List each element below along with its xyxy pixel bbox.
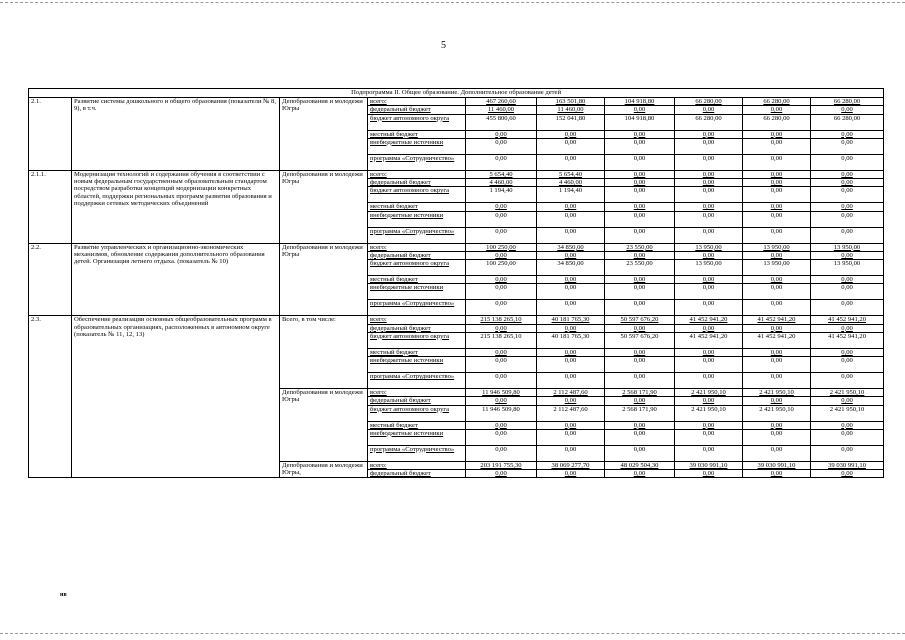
amount-cell: 0,00 <box>743 429 811 445</box>
amount-cell: 0,00 <box>537 397 605 405</box>
amount-cell: 0,00 <box>811 421 884 429</box>
amount-cell: 0,00 <box>811 203 884 211</box>
amount-cell: 215 138 265,10 <box>466 316 537 324</box>
amount-cell: 0,00 <box>605 284 675 300</box>
amount-cell: 0,00 <box>743 470 811 478</box>
amount-cell: 0,00 <box>537 203 605 211</box>
item-name: Модернизация технологий и содержания обучения в соответствии с новым федеральным государственным образовательным стандартом посредством разработки концепций модернизации конкретных областей, поддержки региональных программ развития образования и поддержки сетевых методических объединений <box>72 170 280 243</box>
funding-source: федеральный бюджет <box>368 251 466 259</box>
amount-cell: 0,00 <box>675 445 743 461</box>
amount-cell: 13 950,00 <box>743 260 811 276</box>
budget-table <box>28 88 884 478</box>
amount-cell: 0,00 <box>743 154 811 170</box>
amount-cell: 0,00 <box>675 154 743 170</box>
amount-cell: 0,00 <box>811 106 884 114</box>
amount-cell: 0,00 <box>537 154 605 170</box>
funding-source: программа «Сотрудничество» <box>368 227 466 243</box>
amount-cell: 0,00 <box>466 276 537 284</box>
executor-cell: Депобразования и молодежи Югры <box>280 389 368 462</box>
amount-cell: 0,00 <box>605 154 675 170</box>
amount-cell: 66 280,00 <box>675 114 743 130</box>
amount-cell: 66 280,00 <box>811 98 884 106</box>
funding-source: местный бюджет <box>368 421 466 429</box>
amount-cell: 0,00 <box>605 211 675 227</box>
amount-cell: 0,00 <box>537 470 605 478</box>
funding-source: бюджет автономного округа <box>368 405 466 421</box>
scan-bottom-edge <box>0 633 905 634</box>
amount-cell: 1 194,40 <box>537 187 605 203</box>
funding-source: программа «Сотрудничество» <box>368 300 466 316</box>
table-row <box>29 316 884 324</box>
amount-cell: 0,00 <box>605 203 675 211</box>
amount-cell: 0,00 <box>675 276 743 284</box>
funding-source: местный бюджет <box>368 348 466 356</box>
executor-cell: Депобразования и молодежи Югры <box>280 98 368 171</box>
amount-cell: 50 597 676,20 <box>605 332 675 348</box>
amount-cell: 39 030 991,10 <box>811 461 884 469</box>
scan-top-edge <box>0 2 905 3</box>
amount-cell: 23 550,00 <box>605 260 675 276</box>
funding-source: федеральный бюджет <box>368 324 466 332</box>
amount-cell: 0,00 <box>537 276 605 284</box>
amount-cell: 0,00 <box>537 348 605 356</box>
amount-cell: 0,00 <box>675 170 743 178</box>
amount-cell: 0,00 <box>675 179 743 187</box>
amount-cell: 0,00 <box>743 348 811 356</box>
amount-cell: 66 280,00 <box>743 114 811 130</box>
item-name: Развитие управленческих и организационно-экономических механизмов, обновление содержания дополнительного образования детей. Организация летнего отдыха. (показатель № 10) <box>72 243 280 316</box>
amount-cell: 0,00 <box>605 187 675 203</box>
amount-cell: 0,00 <box>675 187 743 203</box>
amount-cell: 13 950,00 <box>675 260 743 276</box>
amount-cell: 0,00 <box>466 130 537 138</box>
amount-cell: 0,00 <box>605 179 675 187</box>
amount-cell: 50 597 676,20 <box>605 316 675 324</box>
amount-cell: 0,00 <box>811 130 884 138</box>
funding-source: внебюджетные источники <box>368 284 466 300</box>
amount-cell: 0,00 <box>675 324 743 332</box>
amount-cell: 4 460,00 <box>537 179 605 187</box>
amount-cell: 0,00 <box>743 138 811 154</box>
funding-source: бюджет автономного округа <box>368 332 466 348</box>
amount-cell: 13 950,00 <box>811 243 884 251</box>
amount-cell: 66 280,00 <box>675 98 743 106</box>
amount-cell: 0,00 <box>605 445 675 461</box>
amount-cell: 0,00 <box>466 138 537 154</box>
amount-cell: 0,00 <box>743 397 811 405</box>
amount-cell: 0,00 <box>743 276 811 284</box>
funding-source: внебюджетные источники <box>368 211 466 227</box>
table-row <box>29 170 884 178</box>
amount-cell: 0,00 <box>743 300 811 316</box>
amount-cell: 0,00 <box>466 348 537 356</box>
amount-cell: 0,00 <box>537 445 605 461</box>
amount-cell: 0,00 <box>537 373 605 389</box>
funding-source: программа «Сотрудничество» <box>368 445 466 461</box>
amount-cell: 41 452 941,20 <box>811 316 884 324</box>
amount-cell: 0,00 <box>537 357 605 373</box>
amount-cell: 0,00 <box>605 470 675 478</box>
amount-cell: 2 421 950,10 <box>675 389 743 397</box>
amount-cell: 39 030 991,10 <box>743 461 811 469</box>
amount-cell: 13 950,00 <box>675 243 743 251</box>
amount-cell: 0,00 <box>811 300 884 316</box>
amount-cell: 0,00 <box>811 348 884 356</box>
amount-cell: 0,00 <box>675 300 743 316</box>
amount-cell: 0,00 <box>605 251 675 259</box>
amount-cell: 100 250,00 <box>466 243 537 251</box>
funding-source: всего: <box>368 389 466 397</box>
amount-cell: 0,00 <box>675 106 743 114</box>
amount-cell: 41 452 941,20 <box>743 316 811 324</box>
amount-cell: 467 260,60 <box>466 98 537 106</box>
amount-cell: 11 460,00 <box>466 106 537 114</box>
amount-cell: 0,00 <box>466 470 537 478</box>
amount-cell: 0,00 <box>537 421 605 429</box>
amount-cell: 2 112 487,60 <box>537 405 605 421</box>
amount-cell: 0,00 <box>605 373 675 389</box>
amount-cell: 13 950,00 <box>743 243 811 251</box>
amount-cell: 0,00 <box>466 357 537 373</box>
executor-cell: Депобразования и молодежи Югры, <box>280 461 368 478</box>
item-number: 2.3. <box>29 316 72 478</box>
amount-cell: 40 181 765,30 <box>537 332 605 348</box>
funding-source: всего: <box>368 170 466 178</box>
amount-cell: 34 850,00 <box>537 243 605 251</box>
amount-cell: 0,00 <box>743 227 811 243</box>
amount-cell: 0,00 <box>743 130 811 138</box>
amount-cell: 23 550,00 <box>605 243 675 251</box>
amount-cell: 11 946 509,80 <box>466 389 537 397</box>
executor-cell: Депобразования и молодежи Югры <box>280 170 368 243</box>
amount-cell: 0,00 <box>605 106 675 114</box>
executor-cell: Всего, в том числе: <box>280 316 368 389</box>
amount-cell: 66 280,00 <box>811 114 884 130</box>
amount-cell: 0,00 <box>811 445 884 461</box>
amount-cell: 163 501,80 <box>537 98 605 106</box>
amount-cell: 38 069 277,70 <box>537 461 605 469</box>
funding-source: местный бюджет <box>368 203 466 211</box>
amount-cell: 0,00 <box>675 470 743 478</box>
subprogram-title: Подпрограмма II. Общее образование. Дополнительное образование детей <box>29 89 884 98</box>
amount-cell: 0,00 <box>537 284 605 300</box>
amount-cell: 0,00 <box>743 211 811 227</box>
amount-cell: 0,00 <box>675 397 743 405</box>
amount-cell: 0,00 <box>605 421 675 429</box>
amount-cell: 0,00 <box>466 284 537 300</box>
amount-cell: 5 654,40 <box>537 170 605 178</box>
funding-source: федеральный бюджет <box>368 179 466 187</box>
amount-cell: 0,00 <box>675 357 743 373</box>
amount-cell: 0,00 <box>675 429 743 445</box>
amount-cell: 0,00 <box>537 227 605 243</box>
amount-cell: 0,00 <box>675 284 743 300</box>
amount-cell: 0,00 <box>675 130 743 138</box>
amount-cell: 0,00 <box>605 348 675 356</box>
amount-cell: 0,00 <box>743 421 811 429</box>
amount-cell: 2 421 950,10 <box>811 389 884 397</box>
amount-cell: 152 041,80 <box>537 114 605 130</box>
amount-cell: 0,00 <box>811 154 884 170</box>
page-number: 5 <box>441 40 446 51</box>
amount-cell: 0,00 <box>675 227 743 243</box>
amount-cell: 0,00 <box>466 227 537 243</box>
amount-cell: 0,00 <box>605 130 675 138</box>
amount-cell: 0,00 <box>466 203 537 211</box>
amount-cell: 0,00 <box>537 138 605 154</box>
amount-cell: 0,00 <box>811 170 884 178</box>
amount-cell: 0,00 <box>537 130 605 138</box>
amount-cell: 0,00 <box>466 324 537 332</box>
amount-cell: 0,00 <box>811 284 884 300</box>
funding-source: федеральный бюджет <box>368 106 466 114</box>
amount-cell: 0,00 <box>537 211 605 227</box>
amount-cell: 2 421 950,10 <box>811 405 884 421</box>
funding-source: внебюджетные источники <box>368 357 466 373</box>
amount-cell: 11 946 509,80 <box>466 405 537 421</box>
amount-cell: 100 250,00 <box>466 260 537 276</box>
table-row <box>29 98 884 106</box>
amount-cell: 2 568 171,90 <box>605 389 675 397</box>
amount-cell: 0,00 <box>675 138 743 154</box>
amount-cell: 4 460,00 <box>466 179 537 187</box>
amount-cell: 5 654,40 <box>466 170 537 178</box>
amount-cell: 0,00 <box>811 357 884 373</box>
funding-source: внебюджетные источники <box>368 138 466 154</box>
amount-cell: 41 452 941,20 <box>811 332 884 348</box>
amount-cell: 0,00 <box>605 170 675 178</box>
amount-cell: 0,00 <box>811 179 884 187</box>
amount-cell: 0,00 <box>537 251 605 259</box>
amount-cell: 0,00 <box>605 429 675 445</box>
amount-cell: 0,00 <box>466 429 537 445</box>
amount-cell: 0,00 <box>675 348 743 356</box>
footer-mark: нв <box>60 592 67 598</box>
amount-cell: 0,00 <box>466 397 537 405</box>
funding-source: федеральный бюджет <box>368 470 466 478</box>
item-number: 2.1. <box>29 98 72 171</box>
amount-cell: 2 568 171,90 <box>605 405 675 421</box>
amount-cell: 0,00 <box>466 211 537 227</box>
amount-cell: 0,00 <box>466 154 537 170</box>
amount-cell: 2 421 950,10 <box>675 405 743 421</box>
amount-cell: 0,00 <box>811 429 884 445</box>
funding-source: местный бюджет <box>368 130 466 138</box>
amount-cell: 0,00 <box>743 251 811 259</box>
amount-cell: 215 138 265,10 <box>466 332 537 348</box>
funding-source: местный бюджет <box>368 276 466 284</box>
funding-source: бюджет автономного округа <box>368 114 466 130</box>
amount-cell: 0,00 <box>743 187 811 203</box>
amount-cell: 1 194,40 <box>466 187 537 203</box>
amount-cell: 0,00 <box>675 203 743 211</box>
table-row <box>29 243 884 251</box>
funding-source: программа «Сотрудничество» <box>368 154 466 170</box>
amount-cell: 0,00 <box>743 373 811 389</box>
amount-cell: 0,00 <box>811 251 884 259</box>
amount-cell: 0,00 <box>537 429 605 445</box>
amount-cell: 0,00 <box>675 421 743 429</box>
amount-cell: 0,00 <box>605 397 675 405</box>
amount-cell: 0,00 <box>466 373 537 389</box>
amount-cell: 0,00 <box>811 276 884 284</box>
funding-source: бюджет автономного округа <box>368 187 466 203</box>
amount-cell: 41 452 941,20 <box>743 332 811 348</box>
amount-cell: 48 029 504,30 <box>605 461 675 469</box>
amount-cell: 34 850,00 <box>537 260 605 276</box>
amount-cell: 0,00 <box>811 373 884 389</box>
amount-cell: 0,00 <box>743 357 811 373</box>
amount-cell: 0,00 <box>811 211 884 227</box>
amount-cell: 0,00 <box>466 421 537 429</box>
funding-source: внебюджетные источники <box>368 429 466 445</box>
funding-source: всего: <box>368 98 466 106</box>
amount-cell: 2 112 487,60 <box>537 389 605 397</box>
amount-cell: 0,00 <box>605 138 675 154</box>
amount-cell: 2 421 950,10 <box>743 405 811 421</box>
amount-cell: 0,00 <box>743 106 811 114</box>
amount-cell: 0,00 <box>537 324 605 332</box>
executor-cell: Депобразования и молодежи Югры <box>280 243 368 316</box>
amount-cell: 0,00 <box>743 203 811 211</box>
funding-source: всего: <box>368 243 466 251</box>
item-number: 2.2. <box>29 243 72 316</box>
amount-cell: 0,00 <box>811 397 884 405</box>
amount-cell: 455 800,60 <box>466 114 537 130</box>
amount-cell: 0,00 <box>743 284 811 300</box>
amount-cell: 104 918,80 <box>605 98 675 106</box>
amount-cell: 0,00 <box>675 211 743 227</box>
amount-cell: 0,00 <box>466 300 537 316</box>
amount-cell: 0,00 <box>605 300 675 316</box>
amount-cell: 0,00 <box>675 373 743 389</box>
amount-cell: 0,00 <box>605 227 675 243</box>
item-name: Развитие системы дошкольного и общего образования (показатели № 8, 9), в т.ч. <box>72 98 280 171</box>
amount-cell: 0,00 <box>466 251 537 259</box>
amount-cell: 39 030 991,10 <box>675 461 743 469</box>
amount-cell: 0,00 <box>811 227 884 243</box>
subprogram-title-row <box>29 89 884 98</box>
amount-cell: 0,00 <box>675 251 743 259</box>
amount-cell: 41 452 941,20 <box>675 332 743 348</box>
amount-cell: 203 191 755,30 <box>466 461 537 469</box>
funding-source: федеральный бюджет <box>368 397 466 405</box>
amount-cell: 0,00 <box>811 470 884 478</box>
funding-source: бюджет автономного округа <box>368 260 466 276</box>
amount-cell: 0,00 <box>743 179 811 187</box>
amount-cell: 0,00 <box>743 445 811 461</box>
amount-cell: 41 452 941,20 <box>675 316 743 324</box>
amount-cell: 104 918,80 <box>605 114 675 130</box>
amount-cell: 0,00 <box>811 138 884 154</box>
amount-cell: 0,00 <box>811 187 884 203</box>
amount-cell: 11 460,00 <box>537 106 605 114</box>
funding-source: всего: <box>368 316 466 324</box>
amount-cell: 0,00 <box>605 276 675 284</box>
amount-cell: 0,00 <box>537 300 605 316</box>
amount-cell: 0,00 <box>605 357 675 373</box>
funding-source: программа «Сотрудничество» <box>368 373 466 389</box>
item-name: Обеспечение реализации основных общеобразовательных программ в образовательных организациях, расположенных в автономном округе (показатель № 11, 12, 13) <box>72 316 280 478</box>
amount-cell: 13 950,00 <box>811 260 884 276</box>
amount-cell: 0,00 <box>811 324 884 332</box>
amount-cell: 0,00 <box>466 445 537 461</box>
amount-cell: 0,00 <box>605 324 675 332</box>
amount-cell: 40 181 765,30 <box>537 316 605 324</box>
amount-cell: 0,00 <box>743 324 811 332</box>
item-number: 2.1.1. <box>29 170 72 243</box>
amount-cell: 0,00 <box>743 170 811 178</box>
funding-source: всего: <box>368 461 466 469</box>
amount-cell: 66 280,00 <box>743 98 811 106</box>
amount-cell: 2 421 950,10 <box>743 389 811 397</box>
